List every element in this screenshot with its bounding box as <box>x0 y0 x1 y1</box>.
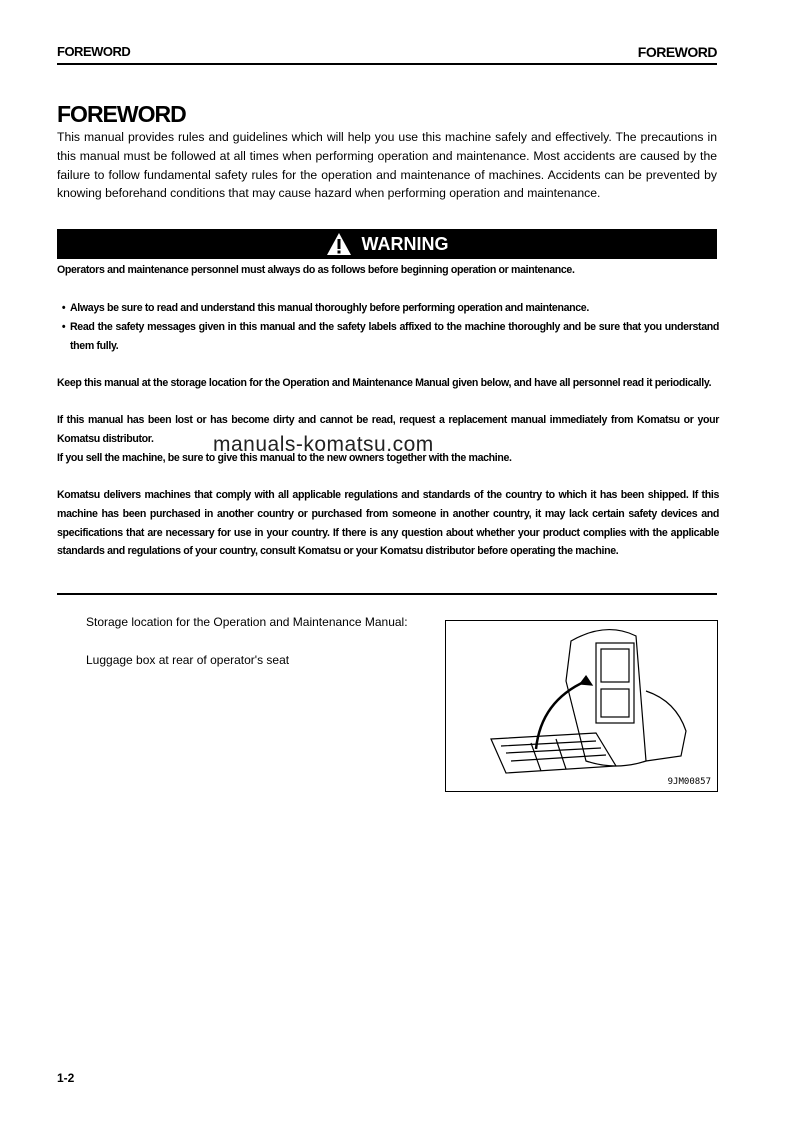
warning-lost: If this manual has been lost or has become dirty and cannot be read, request a replacement manual immediately from Komatsu or your Komatsu distributor. <box>57 414 719 445</box>
bullet-text: Always be sure to read and understand this manual thoroughly before performing operation and maintenance. <box>70 302 589 314</box>
luggage-box-illustration <box>445 620 718 792</box>
intro-paragraph: This manual provides rules and guidelines which will help you use this machine safely and effectively. The precautions in this manual must be followed at all times when performing operation and maintenance. Most accidents are caused by the failure to follow fundamental safety rules for the operation and maintenance of machines. Accidents can be prevented by knowing beforehand conditions that may cause hazard when performing operation and maintenance. <box>57 130 717 201</box>
storage-label: Storage location for the Operation and Maintenance Manual: <box>86 615 408 629</box>
watermark: manuals-komatsu.com <box>213 433 434 456</box>
bullet-item: • Read the safety messages given in this manual and the safety labels affixed to the machine thoroughly and be sure that you understand them fully. <box>57 318 719 356</box>
warning-bullets <box>57 299 719 355</box>
warning-label: WARNING <box>361 233 449 254</box>
warning-lead: Operators and maintenance personnel must always do as follows before beginning operation or maintenance. <box>57 264 575 276</box>
seat-luggage-box-drawing <box>446 621 717 791</box>
header-right: FOREWORD <box>637 44 717 60</box>
bullet-text: Read the safety messages given in this manual and the safety labels affixed to the machine thoroughly and be sure that you understand them fully. <box>70 320 719 352</box>
figure-code: 9JM00857 <box>667 777 711 787</box>
warning-keep: Keep this manual at the storage location for the Operation and Maintenance Manual given below, and have all personnel read it periodically. <box>57 377 712 389</box>
warning-comply: Komatsu delivers machines that comply with all applicable regulations and standards of the country to which it has been shipped. If this machine has been purchased in another country or purchased from someone in another country, it may lack certain safety devices and specifications that are necessary for use in your country. If there is any question about whether your product complies with the applicable standards and regulations of your country, consult Komatsu or your Komatsu distributor before operating the machine. <box>57 489 719 558</box>
page-title: FOREWORD <box>57 101 186 127</box>
header-rule <box>57 63 717 65</box>
warning-banner <box>57 229 717 259</box>
page-number: 1-2 <box>57 1071 75 1085</box>
warning-sell: If you sell the machine, be sure to give this manual to the new owners together with the machine. <box>57 452 512 464</box>
storage-location: Luggage box at rear of operator's seat <box>86 653 290 667</box>
header-left: FOREWORD <box>57 44 131 59</box>
bullet-item: • Always be sure to read and understand this manual thoroughly before performing operation and maintenance. <box>57 299 719 318</box>
warning-triangle-icon <box>326 232 352 256</box>
section-rule <box>57 593 717 595</box>
